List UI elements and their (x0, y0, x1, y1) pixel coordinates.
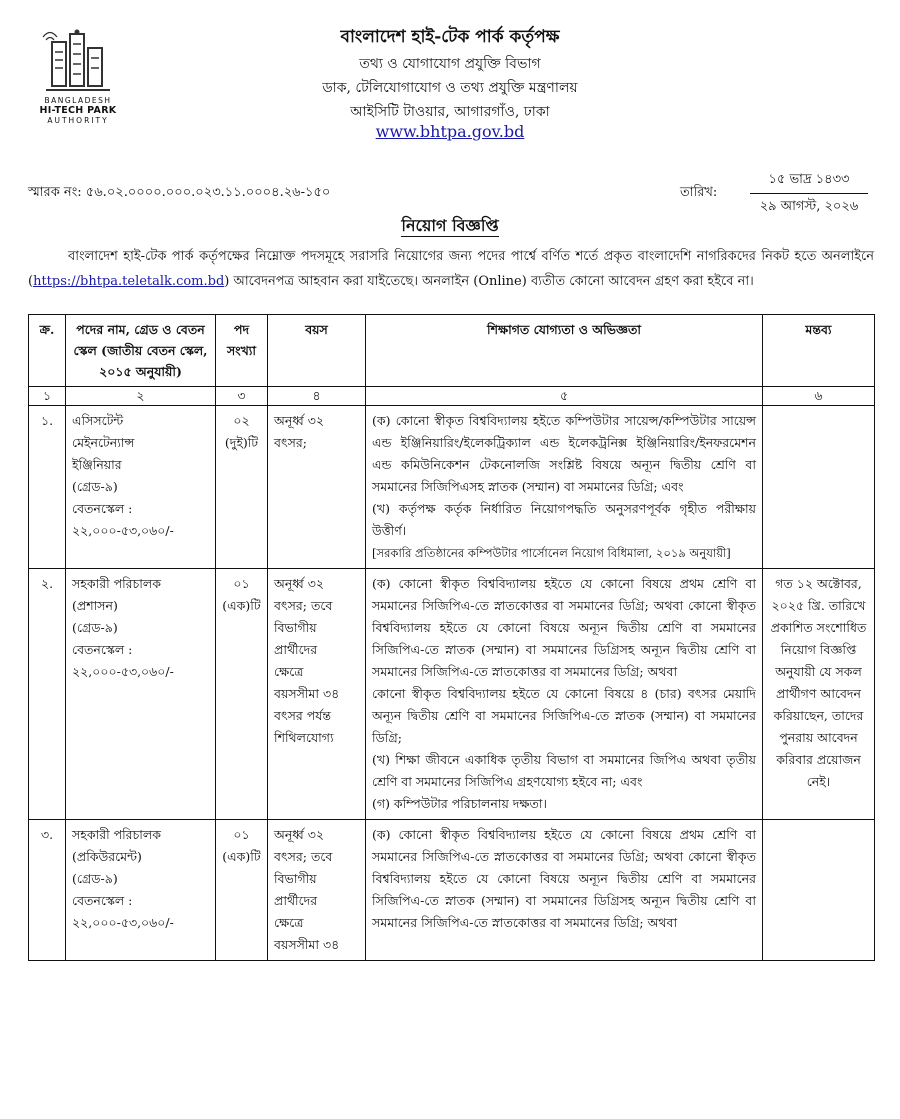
remarks-cell (763, 406, 875, 569)
header-post-name: পদের নাম, গ্রেড ও বেতন স্কেল (জাতীয় বেতন স্কেল, ২০১৫ অনুযায়ী) (66, 315, 216, 387)
column-number: ৬ (763, 387, 875, 406)
qualification-cell: (ক) কোনো স্বীকৃত বিশ্ববিদ্যালয় হইতে কম্পিউটার সায়েন্স/কম্পিউটার সায়েন্স এন্ড ইঞ্জিনিয়ারিং/ইলেকট্রিক্যাল এন্ড ইলেকট্রনিক্স ইঞ্জিনিয়ারিং/ইনফরমেশন এন্ড কমিউনিকেশন টেকনোলজি সংশ্লিষ্ট বিষয়ে অন্যূন দ্বিতীয় শ্রেণি বা সমমানের সিজিপিএসহ স্নাতক (সম্মান) বা সমমানের ডিগ্রি; এবং (খ) কর্তৃপক্ষ কর্তৃক নির্ধারিত নিয়োগপদ্ধতি অনুসরণপূর্বক গৃহীত পরীক্ষায় উত্তীর্ণ। [সরকারি প্রতিষ্ঠানের কম্পিউটার পার্সোনেল নিয়োগ বিধিমালা, ২০১৯ অনুযায়ী] (366, 406, 763, 569)
date-english: ২৯ আগস্ট, ২০২৬ (759, 199, 859, 214)
column-number-row (29, 387, 875, 406)
header-qualification: শিক্ষাগত যোগ্যতা ও অভিজ্ঞতা (366, 315, 763, 387)
column-number: ৫ (366, 387, 763, 406)
serial-cell: ১. (29, 406, 66, 569)
age-cell: অনূর্ধ্ব ৩২ বৎসর; তবে বিভাগীয় প্রার্থীদের ক্ষেত্রে বয়সসীমা ৩৪ বৎসর পর্যন্ত শিথিলযোগ্য (268, 569, 366, 820)
date-box (750, 170, 868, 218)
post-cell: সহকারী পরিচালক (প্রকিউরমেন্ট) (গ্রেড-৯) বেতনস্কেল : ২২,০০০-৫৩,০৬০/- (66, 820, 216, 961)
date-bangla: ১৫ ভাদ্র ১৪৩৩ (750, 170, 868, 194)
ministry-name: ডাক, টেলিযোগাযোগ ও তথ্য প্রযুক্তি মন্ত্রণালয় (322, 80, 578, 96)
column-number: ৩ (216, 387, 268, 406)
serial-cell: ২. (29, 569, 66, 820)
age-cell: অনূর্ধ্ব ৩২ বৎসর; তবে বিভাগীয় প্রার্থীদের ক্ষেত্রে বয়সসীমা ৩৪ (268, 820, 366, 961)
table-row (29, 406, 875, 569)
org-name: বাংলাদেশ হাই-টেক পার্ক কর্তৃপক্ষ (340, 27, 560, 47)
memo-reference: স্মারক নং: ৫৬.০২.০০০০.০০০.০২৩.১১.০০০৪.২৬-১৫০ (28, 185, 331, 200)
header-age: বয়স (268, 315, 366, 387)
serial-cell: ৩. (29, 820, 66, 961)
column-number: ১ (29, 387, 66, 406)
posts-table (28, 314, 875, 961)
column-number: ২ (66, 387, 216, 406)
post-cell: সহকারী পরিচালক (প্রশাসন) (গ্রেড-৯) বেতনস্কেল : ২২,০০০-৫৩,০৬০/- (66, 569, 216, 820)
org-address: আইসিটি টাওয়ার, আগারগাঁও, ঢাকা (350, 104, 550, 120)
table-row (29, 820, 875, 961)
count-cell: ০১ (এক)টি (216, 820, 268, 961)
post-cell: এসিসটেন্ট মেইনটেন্যান্স ইঞ্জিনিয়ার (গ্রেড-৯) বেতনস্কেল : ২২,০০০-৫৩,০৬০/- (66, 406, 216, 569)
intro-paragraph: বাংলাদেশ হাই-টেক পার্ক কর্তৃপক্ষের নিম্নোক্ত পদসমূহে সরাসরি নিয়োগের জন্য পদের পার্শ্বে বর্ণিত শর্তে প্রকৃত বাংলাদেশি নাগরিকদের নিকট হতে অনলাইনে (https://bhtpa.teletalk.com.bd) আবেদনপত্র আহবান করা যাইতেছে। অনলাইন (Online) ব্যতীত কোনো আবেদন গ্রহণ করা হইবে না। (28, 249, 874, 289)
table-row (29, 569, 875, 820)
logo-line-2: HI-TECH PARK (39, 105, 117, 116)
count-cell: ০২ (দুই)টি (216, 406, 268, 569)
website-link[interactable]: www.bhtpa.gov.bd (375, 122, 525, 141)
count-cell: ০১ (এক)টি (216, 569, 268, 820)
header-remarks: মন্তব্য (763, 315, 875, 387)
rule-reference: [সরকারি প্রতিষ্ঠানের কম্পিউটার পার্সোনেল নিয়োগ বিধিমালা, ২০১৯ অনুযায়ী] (372, 546, 731, 560)
logo-line-1: BANGLADESH (44, 96, 112, 105)
header-post-count: পদ সংখ্যা (216, 315, 268, 387)
column-number: ৪ (268, 387, 366, 406)
application-link[interactable]: https://bhtpa.teletalk.com.bd (33, 274, 225, 289)
remarks-cell: গত ১২ অক্টোবর, ২০২৫ খ্রি. তারিখে প্রকাশিত সংশোধিত নিয়োগ বিজ্ঞপ্তি অনুযায়ী যে সকল প্রার্থীগণ আবেদন করিয়াছেন, তাদের পুনরায় আবেদন করিবার প্রয়োজন নেই। (763, 569, 875, 820)
date-label: তারিখ: (680, 185, 718, 200)
table-header-row (29, 315, 875, 387)
remarks-cell (763, 820, 875, 961)
qualification-cell: (ক) কোনো স্বীকৃত বিশ্ববিদ্যালয় হইতে যে কোনো বিষয়ে প্রথম শ্রেণি বা সমমানের সিজিপিএ-তে স্নাতকোত্তর বা সমমানের ডিগ্রি; অথবা কোনো স্বীকৃত বিশ্ববিদ্যালয় হইতে যে কোনো বিষয়ে অন্যূন দ্বিতীয় শ্রেণি বা সমমানের সিজিপিএ-তে স্নাতক (সম্মান) বা সমমানের ডিগ্রিসহ অন্যূন দ্বিতীয় শ্রেণি বা সমমানের সিজিপিএ-তে স্নাতকোত্তর বা সমমানের ডিগ্রি; অথবা কোনো স্বীকৃত বিশ্ববিদ্যালয় হইতে যে কোনো বিষয়ে ৪ (চার) বৎসর মেয়াদি অন্যূন দ্বিতীয় শ্রেণি বা সমমানের সিজিপিএ-তে স্নাতক (সম্মান) বা সমমানের ডিগ্রি; (খ) শিক্ষা জীবনে একাধিক তৃতীয় বিভাগ বা সমমানের জিপিএ অথবা তৃতীয় শ্রেণি বা সমমানের সিজিপিএ গ্রহণযোগ্য হইবে না; এবং (গ) কম্পিউটার পরিচালনায় দক্ষতা। (366, 569, 763, 820)
logo-line-3: AUTHORITY (47, 116, 109, 125)
division-name: তথ্য ও যোগাযোগ প্রযুক্তি বিভাগ (359, 56, 541, 72)
qualification-cell: (ক) কোনো স্বীকৃত বিশ্ববিদ্যালয় হইতে যে কোনো বিষয়ে প্রথম শ্রেণি বা সমমানের সিজিপিএ-তে স্নাতকোত্তর বা সমমানের ডিগ্রি; অথবা কোনো স্বীকৃত বিশ্ববিদ্যালয় হইতে যে কোনো বিষয়ে অন্যূন দ্বিতীয় শ্রেণি বা সমমানের সিজিপিএ-তে স্নাতক (সম্মান) বা সমমানের ডিগ্রিসহ অন্যূন দ্বিতীয় শ্রেণি বা সমমানের সিজিপিএ-তে স্নাতকোত্তর বা সমমানের ডিগ্রি; অথবা (366, 820, 763, 961)
notice-title: নিয়োগ বিজ্ঞপ্তি (401, 216, 499, 235)
age-cell: অনূর্ধ্ব ৩২ বৎসর; (268, 406, 366, 569)
header-serial: ক্র. (29, 315, 66, 387)
